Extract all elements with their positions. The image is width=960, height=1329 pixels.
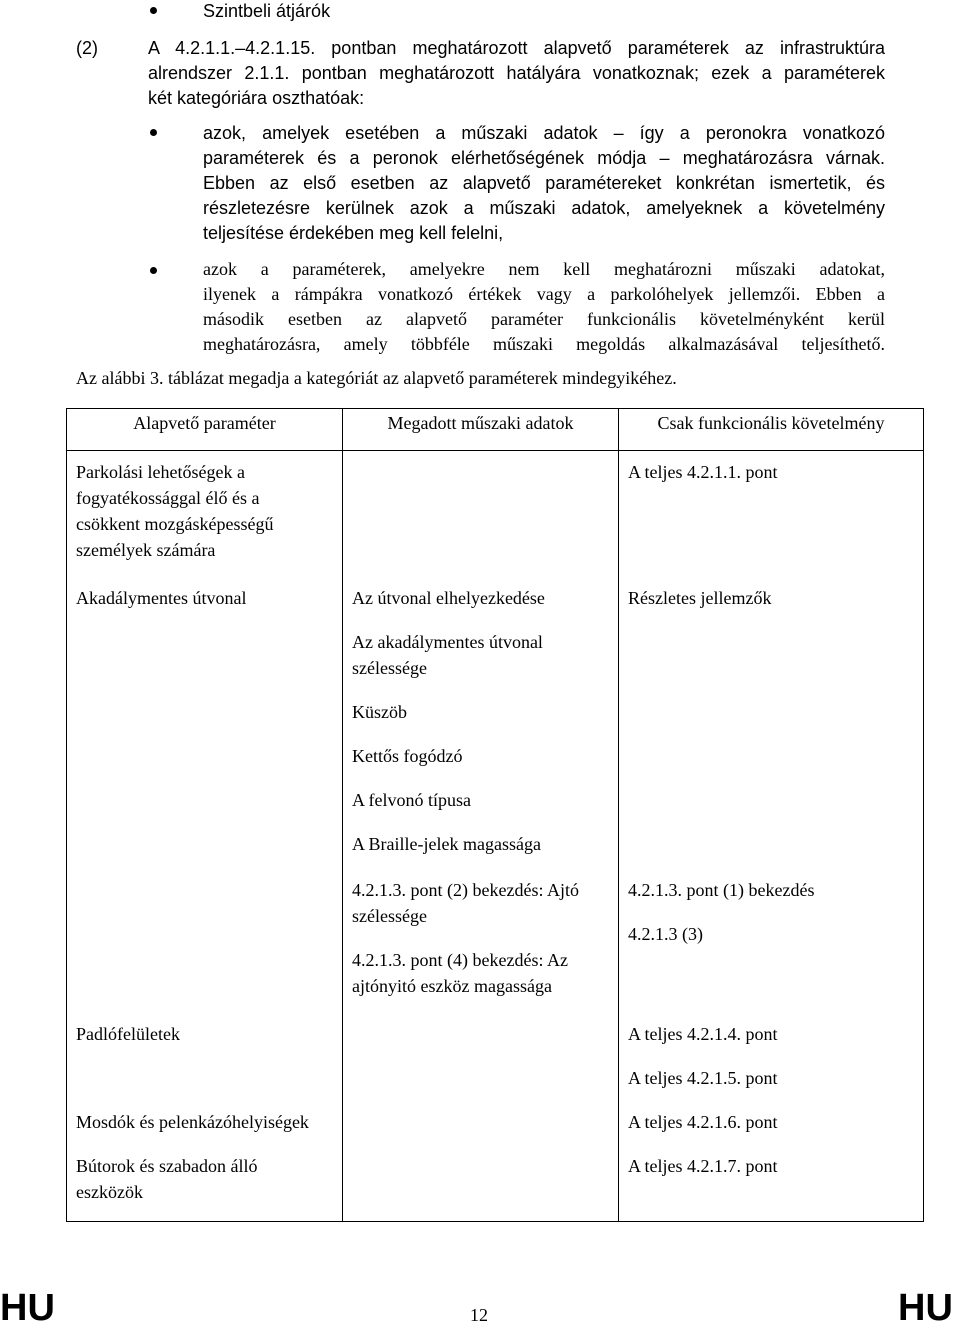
paragraph-line: két kategóriára oszthatóak:	[148, 88, 365, 108]
bullet-line: azok, amelyek esetében a műszaki adatok – így a peronokra vonatkozó	[203, 123, 885, 143]
func-cell: 4.2.1.3. pont (1) bekezdés 4.2.1.3 (3)	[619, 865, 924, 1007]
tech-cell	[343, 1143, 619, 1222]
bullet-line: teljesítése érdekében meg kell felelni,	[203, 223, 504, 243]
table-row	[67, 451, 924, 572]
table-row	[67, 1143, 924, 1222]
bullet-dot	[150, 129, 157, 136]
header-cell: Csak funkcionális követelmény	[619, 409, 924, 451]
top-bullet-text: Szintbeli átjárók	[203, 1, 331, 21]
tech-cell	[343, 1099, 619, 1143]
page-number: 12	[470, 1305, 488, 1325]
func-cell: A teljes 4.2.1.4. pont A teljes 4.2.1.5. pont	[619, 1007, 924, 1099]
table-row	[67, 1099, 924, 1143]
paragraph-line: A 4.2.1.1.–4.2.1.15. pontban meghatározott alapvető paraméterek az infrastruktúra	[148, 38, 885, 58]
param-cell	[67, 865, 343, 1007]
paragraph-line: alrendszer 2.1.1. pontban meghatározott hatályára vonatkoznak; ezek a paraméterek	[148, 63, 885, 83]
tech-cell	[343, 451, 619, 572]
func-cell: Részletes jellemzők	[619, 571, 924, 865]
table-row	[67, 571, 924, 865]
func-cell: A teljes 4.2.1.1. pont	[619, 451, 924, 572]
bullet-line: azok a paraméterek, amelyekre nem kell meghatározni műszaki adatokat,	[203, 259, 885, 279]
table-intro: Az alábbi 3. táblázat megadja a kategóriát az alapvető paraméterek mindegyikéhez.	[76, 368, 677, 388]
table-header-row	[67, 409, 924, 451]
param-cell: Akadálymentes útvonal	[67, 571, 343, 865]
bullet-line: második esetben az alapvető paraméter funkcionális követelményként kerül	[203, 309, 885, 329]
bullet-line: Ebben az első esetben az alapvető paramétereket konkrétan ismertetik, és	[203, 173, 885, 193]
param-cell: Mosdók és pelenkázóhelyiségek	[67, 1099, 343, 1143]
bullet-line: részletezésre kerülnek azok a műszaki adatok, amelyeknek a követelmény	[203, 198, 885, 218]
bullet-line: meghatározásra, amely többféle műszaki megoldás alkalmazásával teljesíthető.	[203, 334, 885, 354]
header-cell: Megadott műszaki adatok	[343, 409, 619, 451]
bullet-dot	[150, 7, 157, 14]
func-cell: A teljes 4.2.1.7. pont	[619, 1143, 924, 1222]
parameters-table	[66, 408, 924, 1222]
tech-cell: 4.2.1.3. pont (2) bekezdés: Ajtó szélessége 4.2.1.3. pont (4) bekezdés: Az ajtónyitó eszköz magassága	[343, 865, 619, 1007]
bullet-line: paraméterek és a peronok elérhetőségének módja – meghatározásra várnak.	[203, 148, 885, 168]
paragraph-number: (2)	[76, 38, 98, 58]
footer-language-left: HU	[0, 1287, 55, 1329]
table-row	[67, 1007, 924, 1099]
param-cell: Padlófelületek	[67, 1007, 343, 1099]
bullet-dot	[150, 267, 157, 274]
tech-cell: Az útvonal elhelyezkedése Az akadálymentes útvonal szélessége Küszöb Kettős fogódzó A felvonó típusa A Braille-jelek magassága	[343, 571, 619, 865]
bullet-line: ilyenek a rámpákra vonatkozó értékek vagy a parkolóhelyek jellemzői. Ebben a	[203, 284, 885, 304]
header-cell: Alapvető paraméter	[67, 409, 343, 451]
tech-cell	[343, 1007, 619, 1099]
footer-language-right: HU	[898, 1287, 953, 1329]
table-row	[67, 865, 924, 1007]
func-cell: A teljes 4.2.1.6. pont	[619, 1099, 924, 1143]
param-cell: Bútorok és szabadon álló eszközök	[67, 1143, 343, 1222]
param-cell: Parkolási lehetőségek a fogyatékossággal élő és a csökkent mozgásképességű személyek számára	[67, 451, 343, 572]
